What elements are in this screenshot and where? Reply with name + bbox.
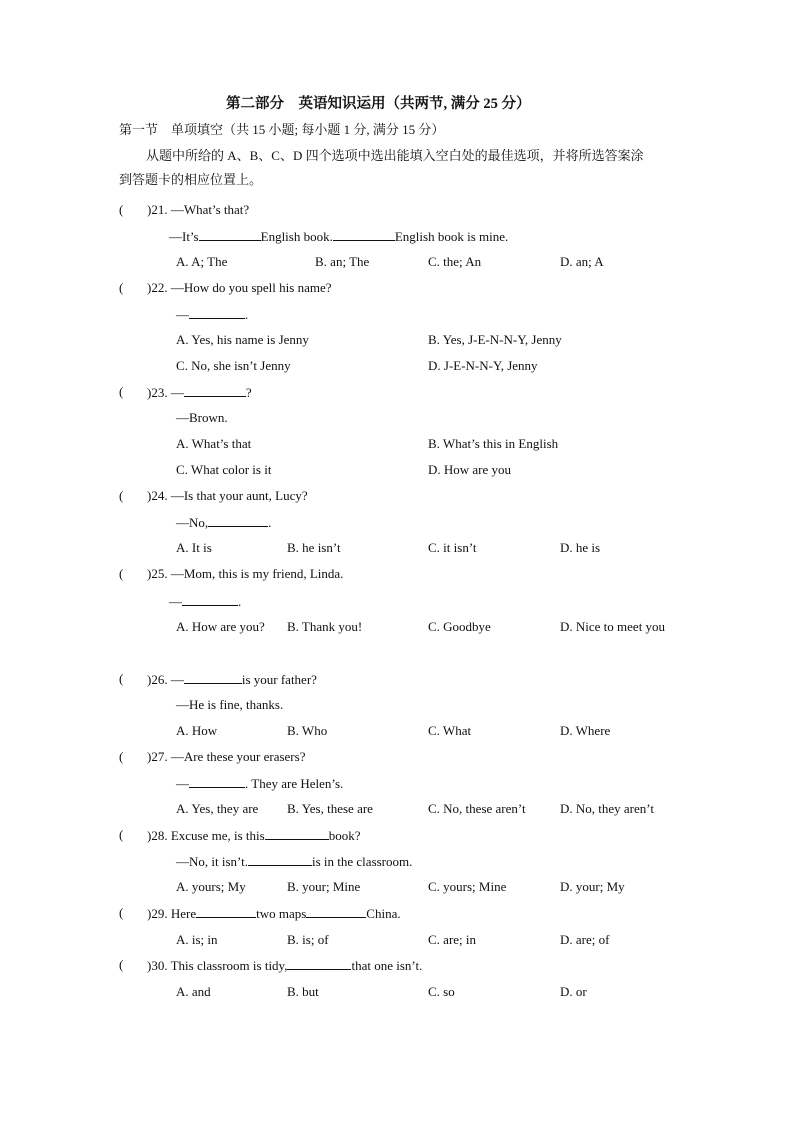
question-stem: )24. —Is that your aunt, Lucy? [147, 488, 308, 503]
option-c: C. it isn’t [428, 540, 477, 555]
answer-bracket: ( [119, 957, 124, 972]
option-c: C. are; in [428, 932, 477, 947]
answer-blank [184, 384, 246, 397]
option-a: A. It is [176, 540, 212, 555]
answer-bracket: ( [119, 280, 124, 295]
question-stem: )26. — is your father? [147, 672, 317, 687]
option-a: A. How [176, 723, 218, 738]
option-d: D. J-E-N-N-Y, Jenny [428, 358, 538, 373]
answer-blank [196, 905, 256, 918]
answer-bracket: ( [119, 488, 124, 503]
option-c: C. What color is it [176, 462, 272, 477]
question-line: —He is fine, thanks. [176, 697, 284, 712]
answer-bracket: ( [119, 202, 124, 217]
question-stem: )27. —Are these your erasers? [147, 749, 306, 764]
option-b: B. Thank you! [287, 619, 363, 634]
answer-blank [248, 853, 312, 866]
option-c: C. so [428, 984, 455, 999]
option-a: A. Yes, his name is Jenny [176, 332, 309, 347]
option-d: D. are; of [560, 932, 610, 947]
option-a: A. is; in [176, 932, 218, 947]
option-a: A. Yes, they are [176, 801, 259, 816]
option-d: D. No, they aren’t [560, 801, 654, 816]
question-line: —No, . [176, 515, 272, 530]
question-stem: )29. Here two maps China. [147, 906, 401, 921]
option-d: D. an; A [560, 254, 604, 269]
question-stem: )22. —How do you spell his name? [147, 280, 332, 295]
instruction-line-1: 从题中所给的 A、B、C、D 四个选项中选出能填入空白处的最佳选项，并将所选答案涂 [146, 148, 644, 163]
option-b: B. but [287, 984, 319, 999]
answer-bracket: ( [119, 749, 124, 764]
answer-bracket: ( [119, 827, 124, 842]
option-d: D. How are you [428, 462, 512, 477]
answer-bracket: ( [119, 566, 124, 581]
option-c: C. No, she isn’t Jenny [176, 358, 291, 373]
option-b: B. is; of [287, 932, 329, 947]
answer-blank [184, 671, 242, 684]
option-b: B. he isn’t [287, 540, 341, 555]
answer-blank [265, 827, 329, 840]
question-stem: )21. —What’s that? [147, 202, 250, 217]
option-b: B. an; The [315, 254, 370, 269]
question-line: —It’s English book. English book is mine. [169, 229, 509, 244]
instruction-line-2: 到答题卡的相应位置上。 [119, 172, 263, 187]
question-line: —Brown. [176, 410, 228, 425]
question-stem: )25. —Mom, this is my friend, Linda. [147, 566, 344, 581]
question-stem: )28. Excuse me, is this book? [147, 828, 361, 843]
answer-blank [287, 957, 351, 970]
option-c: C. yours; Mine [428, 879, 507, 894]
question-stem: )30. This classroom is tidy, that one isn’t. [147, 958, 423, 973]
option-c: C. What [428, 723, 472, 738]
option-b: B. What’s this in English [428, 436, 559, 451]
answer-bracket: ( [119, 384, 124, 399]
option-a: A. A; The [176, 254, 228, 269]
option-b: B. your; Mine [287, 879, 361, 894]
question-stem: )23. — ? [147, 385, 252, 400]
option-d: D. Nice to meet you [560, 619, 666, 634]
option-c: C. the; An [428, 254, 482, 269]
option-c: C. No, these aren’t [428, 801, 526, 816]
answer-bracket: ( [119, 905, 124, 920]
option-a: A. and [176, 984, 211, 999]
answer-blank [182, 593, 238, 606]
option-d: D. he is [560, 540, 601, 555]
question-line: — . They are Helen’s. [176, 776, 344, 791]
question-line: — . [169, 594, 242, 609]
answer-blank [189, 775, 245, 788]
option-a: A. How are you? [176, 619, 265, 634]
page-title: 第二部分 英语知识运用（共两节, 满分 25 分） [226, 96, 531, 112]
question-line: —No, it isn’t. is in the classroom. [176, 854, 413, 869]
option-b: B. Yes, these are [287, 801, 373, 816]
option-b: B. Who [287, 723, 328, 738]
section-heading: 第一节 单项填空（共 15 小题; 每小题 1 分, 满分 15 分） [119, 122, 445, 137]
option-a: A. What’s that [176, 436, 252, 451]
answer-blank [306, 905, 366, 918]
option-a: A. yours; My [176, 879, 246, 894]
option-d: D. or [560, 984, 587, 999]
answer-blank [333, 228, 395, 241]
answer-blank [208, 514, 268, 527]
answer-bracket: ( [119, 671, 124, 686]
answer-blank [189, 306, 245, 319]
option-c: C. Goodbye [428, 619, 491, 634]
option-d: D. Where [560, 723, 611, 738]
question-line: — . [176, 307, 249, 322]
answer-blank [199, 228, 261, 241]
option-b: B. Yes, J-E-N-N-Y, Jenny [428, 332, 562, 347]
option-d: D. your; My [560, 879, 625, 894]
